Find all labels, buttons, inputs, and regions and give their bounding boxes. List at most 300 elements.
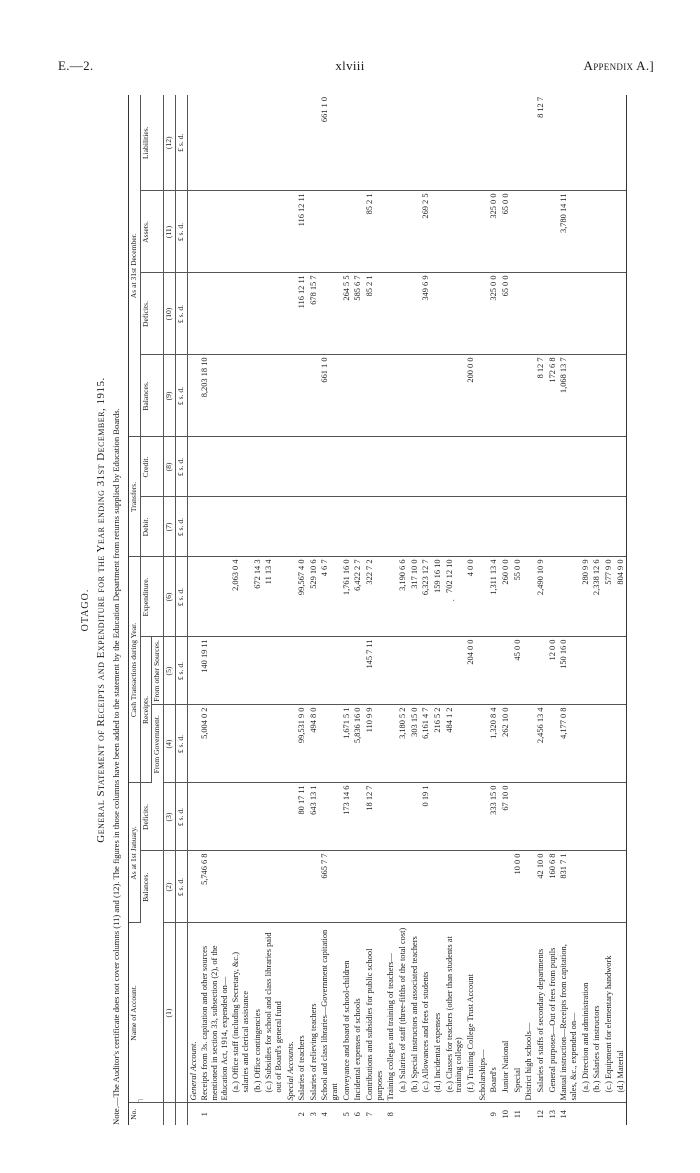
lsd-3: £ s. d. xyxy=(175,783,187,851)
amount-cell-c12 xyxy=(558,95,579,191)
amount-cell-c8 xyxy=(477,437,489,497)
amount-cell-c8 xyxy=(252,437,264,497)
amount-cell-c9 xyxy=(432,355,444,437)
amount-cell-c10 xyxy=(477,273,489,355)
amount-cell-c5 xyxy=(523,637,535,705)
amount-cell-c2 xyxy=(580,851,592,923)
account-name: General Account. xyxy=(187,923,199,1103)
amount-cell-c8 xyxy=(308,437,320,497)
account-name: (b.) Special instructors and associated teachers xyxy=(409,923,421,1103)
amount-cell-c2 xyxy=(364,851,385,923)
amount-cell-c2 xyxy=(444,851,465,923)
amount-cell-c3: 67 10 0 xyxy=(500,783,512,851)
amount-cell-c8 xyxy=(535,437,547,497)
amount-cell-c4: 216 5 2 xyxy=(432,705,444,783)
amount-cell-c7 xyxy=(477,497,489,557)
amount-cell-c9 xyxy=(187,355,199,437)
amount-cell-c5 xyxy=(252,637,264,705)
amount-cell-c2 xyxy=(352,851,364,923)
group-receipts: Receipts. xyxy=(140,637,152,783)
amount-cell-c8 xyxy=(263,437,284,497)
amount-cell-c2 xyxy=(477,851,489,923)
amount-cell-c11 xyxy=(263,191,284,273)
amount-cell-c10: 585 6 7 xyxy=(352,273,364,355)
table-row xyxy=(444,95,465,1125)
amount-cell-c2: 5,746 6 8 xyxy=(199,851,230,923)
row-number: 2 xyxy=(297,1112,307,1117)
account-name: Salaries of teachers xyxy=(296,923,308,1103)
account-name: Special Accounts. xyxy=(285,923,297,1103)
amount-cell-c11 xyxy=(199,191,230,273)
amount-cell-c10: 678 15 7 xyxy=(308,273,320,355)
amount-cell-c11 xyxy=(352,191,364,273)
row-number: 13 xyxy=(547,1110,557,1119)
row-number xyxy=(230,1103,251,1125)
account-name: (d.) Incidental expenses xyxy=(432,923,444,1103)
amount-cell-c3 xyxy=(409,783,421,851)
amount-cell-c10 xyxy=(535,273,547,355)
amount-cell-c4: 262 10 0 xyxy=(500,705,512,783)
amount-cell-c5 xyxy=(341,637,353,705)
amount-cell-c5 xyxy=(352,637,364,705)
amount-cell-c7 xyxy=(199,497,230,557)
amount-cell-c3 xyxy=(444,783,465,851)
amount-cell-c11: 269 2 5 xyxy=(420,191,432,273)
row-number xyxy=(432,1103,444,1125)
amount-cell-c10: 349 6 9 xyxy=(420,273,432,355)
col-from-other: From other Sources. xyxy=(152,637,164,705)
row-number xyxy=(477,1103,489,1125)
lsd-7: £ s. d. xyxy=(175,497,187,557)
amount-cell-c12 xyxy=(432,95,444,191)
colnum-5: (5) xyxy=(164,637,176,705)
amount-cell-c5 xyxy=(500,637,512,705)
amount-cell-c6: 702 12 10 xyxy=(444,557,465,637)
amount-cell-c4 xyxy=(465,705,477,783)
amount-cell-c11 xyxy=(432,191,444,273)
row-number: 14 xyxy=(559,1110,569,1119)
amount-cell-c7 xyxy=(308,497,320,557)
row-number xyxy=(397,1103,409,1125)
amount-cell-c6 xyxy=(187,557,199,637)
account-name: Training colleges and training of teachers— xyxy=(385,923,397,1103)
amount-cell-c6: 159 16 10 xyxy=(432,557,444,637)
amount-cell-c12 xyxy=(615,95,627,191)
amount-cell-c9: 1,068 13 7 xyxy=(558,355,579,437)
amount-cell-c12 xyxy=(477,95,489,191)
amount-cell-c8 xyxy=(285,437,297,497)
amount-cell-c8 xyxy=(603,437,615,497)
row-number xyxy=(409,1103,421,1125)
amount-cell-c8 xyxy=(420,437,432,497)
amount-cell-c8 xyxy=(187,437,199,497)
amount-cell-c12 xyxy=(252,95,264,191)
amount-cell-c3 xyxy=(252,783,264,851)
amount-cell-c10 xyxy=(385,273,397,355)
amount-cell-c5 xyxy=(263,637,284,705)
amount-cell-c10: 264 5 5 xyxy=(341,273,353,355)
amount-cell-c11: 325 0 0 xyxy=(488,191,500,273)
amount-cell-c11: 3,780 14 11 xyxy=(558,191,579,273)
amount-cell-c11 xyxy=(319,191,340,273)
account-name: (c.) Equipment for elementary handwork xyxy=(603,923,615,1103)
amount-cell-c4 xyxy=(230,705,251,783)
amount-cell-c4 xyxy=(512,705,524,783)
table-row xyxy=(500,95,512,1125)
amount-cell-c4 xyxy=(252,705,264,783)
amount-cell-c2 xyxy=(523,851,535,923)
amount-cell-c3: 333 15 0 xyxy=(488,783,500,851)
amount-cell-c10 xyxy=(319,273,340,355)
col-expenditure: Expenditure. xyxy=(140,557,163,637)
amount-cell-c8 xyxy=(409,437,421,497)
amount-cell-c7 xyxy=(409,497,421,557)
lsd-11: £ s. d. xyxy=(175,191,187,273)
table-row xyxy=(187,95,199,1125)
account-name: Junior National xyxy=(500,923,512,1103)
table-row xyxy=(409,95,421,1125)
amount-cell-c7 xyxy=(547,497,559,557)
amount-cell-c6: 1,311 13 4 xyxy=(488,557,500,637)
amount-cell-c7 xyxy=(488,497,500,557)
amount-cell-c2 xyxy=(500,851,512,923)
amount-cell-c7 xyxy=(319,497,340,557)
row-number: 8 xyxy=(386,1112,396,1117)
amount-cell-c9 xyxy=(523,355,535,437)
amount-cell-c9 xyxy=(477,355,489,437)
amount-cell-c5: 204 0 0 xyxy=(465,637,477,705)
group-transfers: Transfers. xyxy=(129,437,141,557)
amount-cell-c3 xyxy=(523,783,535,851)
amount-cell-c4: 110 9 9 xyxy=(364,705,385,783)
amount-cell-c6: 1,761 16 0 xyxy=(341,557,353,637)
account-name: District high schools— xyxy=(523,923,535,1103)
amount-cell-c8 xyxy=(615,437,627,497)
amount-cell-c2 xyxy=(420,851,432,923)
lsd-2: £ s. d. xyxy=(175,851,187,923)
amount-cell-c10 xyxy=(432,273,444,355)
amount-cell-c6: 6,422 2 7 xyxy=(352,557,364,637)
amount-cell-c6: 2,490 10 9 xyxy=(535,557,547,637)
amount-cell-c2 xyxy=(591,851,603,923)
amount-cell-c9 xyxy=(444,355,465,437)
row-number xyxy=(523,1103,535,1125)
amount-cell-c3 xyxy=(230,783,251,851)
amount-cell-c5 xyxy=(187,637,199,705)
table-row xyxy=(352,95,364,1125)
row-number xyxy=(187,1103,199,1125)
amount-cell-c2 xyxy=(285,851,297,923)
amount-cell-c9 xyxy=(603,355,615,437)
amount-cell-c9 xyxy=(591,355,603,437)
amount-cell-c4: 5,004 0 2 xyxy=(199,705,230,783)
row-number xyxy=(444,1103,465,1125)
amount-cell-c7 xyxy=(352,497,364,557)
amount-cell-c9 xyxy=(341,355,353,437)
row-number xyxy=(615,1103,627,1125)
amount-cell-c7 xyxy=(615,497,627,557)
table-row xyxy=(364,95,385,1125)
amount-cell-c9 xyxy=(230,355,251,437)
amount-cell-c2 xyxy=(263,851,284,923)
amount-cell-c11 xyxy=(444,191,465,273)
margin-mark: · xyxy=(452,596,456,607)
row-number: 12 xyxy=(535,1110,545,1119)
amount-cell-c12 xyxy=(409,95,421,191)
account-name: Scholarships— xyxy=(477,923,489,1103)
amount-cell-c10 xyxy=(397,273,409,355)
amount-cell-c12 xyxy=(397,95,409,191)
amount-cell-c8 xyxy=(444,437,465,497)
table-row xyxy=(285,95,297,1125)
amount-cell-c11 xyxy=(397,191,409,273)
table-row xyxy=(465,95,477,1125)
table-row xyxy=(477,95,489,1125)
amount-cell-c7 xyxy=(591,497,603,557)
statement-table xyxy=(128,95,627,1125)
account-name: Salaries of staffs of secondary departments xyxy=(535,923,547,1103)
account-name: Receipts from 3s. capitation and other sources mentioned in section 33, subsection (2), of the Education Act, 1914, expended on— xyxy=(199,923,230,1103)
amount-cell-c10 xyxy=(285,273,297,355)
amount-cell-c12: 661 1 0 xyxy=(319,95,340,191)
amount-cell-c6: 2,338 12 6 xyxy=(591,557,603,637)
col-balances-dec: Balances. xyxy=(140,355,163,437)
amount-cell-c3 xyxy=(352,783,364,851)
region-title: OTAGO. xyxy=(80,588,91,632)
amount-cell-c2 xyxy=(488,851,500,923)
account-name: (c.) Allowances and fees of students xyxy=(420,923,432,1103)
amount-cell-c2 xyxy=(397,851,409,923)
table-row xyxy=(263,95,284,1125)
table-row xyxy=(547,95,559,1125)
colnum-10: (10) xyxy=(164,273,176,355)
account-name: (a.) Salaries of staff (three-fifths of the total cost) xyxy=(397,923,409,1103)
amount-cell-c9 xyxy=(615,355,627,437)
amount-cell-c12 xyxy=(603,95,615,191)
amount-cell-c11 xyxy=(465,191,477,273)
amount-cell-c10 xyxy=(603,273,615,355)
amount-cell-c12 xyxy=(187,95,199,191)
amount-cell-c4 xyxy=(591,705,603,783)
table-row xyxy=(319,95,340,1125)
amount-cell-c2: 160 6 8 xyxy=(547,851,559,923)
amount-cell-c5 xyxy=(319,637,340,705)
amount-cell-c5: 45 0 0 xyxy=(512,637,524,705)
amount-cell-c6 xyxy=(285,557,297,637)
amount-cell-c5 xyxy=(420,637,432,705)
amount-cell-c11: 116 12 11 xyxy=(296,191,308,273)
table-row xyxy=(397,95,409,1125)
rotated-statement-sheet xyxy=(80,95,660,1125)
row-number xyxy=(603,1103,615,1125)
amount-cell-c7 xyxy=(465,497,477,557)
amount-cell-c9: 8,203 18 10 xyxy=(199,355,230,437)
table-row xyxy=(230,95,251,1125)
account-name: Incidental expenses of schools xyxy=(352,923,364,1103)
amount-cell-c5 xyxy=(603,637,615,705)
amount-cell-c4: 484 1 2 xyxy=(444,705,465,783)
amount-cell-c10 xyxy=(465,273,477,355)
statement-title: General Statement of Receipts and Expenditure for the Year ending 31st December, 1915. xyxy=(95,377,107,843)
amount-cell-c10 xyxy=(615,273,627,355)
page-ref-left: E.—2. xyxy=(58,58,94,73)
amount-cell-c5 xyxy=(385,637,397,705)
amount-cell-c8 xyxy=(512,437,524,497)
amount-cell-c10 xyxy=(444,273,465,355)
amount-cell-c8 xyxy=(547,437,559,497)
amount-cell-c10 xyxy=(263,273,284,355)
col-liabilities: Liabilities. xyxy=(140,95,163,191)
lsd-8: £ s. d. xyxy=(175,437,187,497)
amount-cell-c9 xyxy=(420,355,432,437)
amount-cell-c11: 65 0 0 xyxy=(500,191,512,273)
amount-cell-c9 xyxy=(285,355,297,437)
amount-cell-c11 xyxy=(615,191,627,273)
amount-cell-c11 xyxy=(580,191,592,273)
amount-cell-c3 xyxy=(580,783,592,851)
amount-cell-c12 xyxy=(444,95,465,191)
amount-cell-c8 xyxy=(352,437,364,497)
amount-cell-c8 xyxy=(319,437,340,497)
col-balances: Balances. xyxy=(140,851,163,923)
amount-cell-c7 xyxy=(500,497,512,557)
amount-cell-c7 xyxy=(252,497,264,557)
table-row xyxy=(341,95,353,1125)
amount-cell-c11 xyxy=(308,191,320,273)
amount-cell-c5 xyxy=(535,637,547,705)
amount-cell-c7 xyxy=(512,497,524,557)
table-row xyxy=(523,95,535,1125)
amount-cell-c4: 99,531 9 0 xyxy=(296,705,308,783)
amount-cell-c12 xyxy=(500,95,512,191)
amount-cell-c2 xyxy=(230,851,251,923)
amount-cell-c11 xyxy=(547,191,559,273)
amount-cell-c9 xyxy=(500,355,512,437)
amount-cell-c3 xyxy=(199,783,230,851)
amount-cell-c4 xyxy=(603,705,615,783)
amount-cell-c7 xyxy=(444,497,465,557)
amount-cell-c6 xyxy=(477,557,489,637)
amount-cell-c7 xyxy=(535,497,547,557)
amount-cell-c10 xyxy=(409,273,421,355)
amount-cell-c5 xyxy=(397,637,409,705)
row-number xyxy=(591,1103,603,1125)
amount-cell-c4: 3,180 5 2 xyxy=(397,705,409,783)
row-number: 7 xyxy=(365,1112,375,1117)
amount-cell-c12 xyxy=(465,95,477,191)
amount-cell-c8 xyxy=(591,437,603,497)
amount-cell-c11: 85 2 1 xyxy=(364,191,385,273)
amount-cell-c9: 661 1 0 xyxy=(319,355,340,437)
amount-cell-c12: 8 12 7 xyxy=(535,95,547,191)
amount-cell-c8 xyxy=(500,437,512,497)
colnum-9: (9) xyxy=(164,355,176,437)
amount-cell-c5 xyxy=(296,637,308,705)
amount-cell-c9: 172 6 8 xyxy=(547,355,559,437)
account-name: (b.) Salaries of instructors xyxy=(591,923,603,1103)
account-name: (c.) Subsidies for school and class libraries paid out of Board's general fund xyxy=(263,923,284,1103)
account-name: (a.) Direction and administration xyxy=(580,923,592,1103)
amount-cell-c9 xyxy=(364,355,385,437)
amount-cell-c6: 99,567 4 0 xyxy=(296,557,308,637)
amount-cell-c8 xyxy=(385,437,397,497)
amount-cell-c11 xyxy=(591,191,603,273)
amount-cell-c4: 303 15 0 xyxy=(409,705,421,783)
amount-cell-c3: 0 19 1 xyxy=(420,783,432,851)
amount-cell-c4 xyxy=(547,705,559,783)
table-row xyxy=(558,95,579,1125)
amount-cell-c10: 65 0 0 xyxy=(500,273,512,355)
account-name: Conveyance and board of school-children xyxy=(341,923,353,1103)
colnum-8: (8) xyxy=(164,437,176,497)
amount-cell-c12 xyxy=(199,95,230,191)
colnum-6: (6) xyxy=(164,557,176,637)
col-deficits: Deficits. xyxy=(140,783,163,851)
amount-cell-c12 xyxy=(580,95,592,191)
amount-cell-c10 xyxy=(230,273,251,355)
amount-cell-c2: 831 7 1 xyxy=(558,851,579,923)
amount-cell-c11 xyxy=(341,191,353,273)
amount-cell-c7 xyxy=(296,497,308,557)
colnum-4: (4) xyxy=(164,705,176,783)
amount-cell-c6: 11 13 4 xyxy=(263,557,284,637)
row-number xyxy=(285,1103,297,1125)
amount-cell-c7 xyxy=(432,497,444,557)
amount-cell-c12 xyxy=(547,95,559,191)
amount-cell-c10: 325 0 0 xyxy=(488,273,500,355)
colnum-11: (11) xyxy=(164,191,176,273)
amount-cell-c10 xyxy=(523,273,535,355)
amount-cell-c2: 10 0 0 xyxy=(512,851,524,923)
amount-cell-c3 xyxy=(591,783,603,851)
account-name: Contributions and subsidies for public school purposes xyxy=(364,923,385,1103)
amount-cell-c12 xyxy=(352,95,364,191)
amount-cell-c12 xyxy=(364,95,385,191)
amount-cell-c3 xyxy=(535,783,547,851)
col-debit: Debit. xyxy=(140,497,163,557)
amount-cell-c10 xyxy=(547,273,559,355)
amount-cell-c6: 280 9 9 xyxy=(580,557,592,637)
amount-cell-c4 xyxy=(385,705,397,783)
amount-cell-c12 xyxy=(263,95,284,191)
amount-cell-c11 xyxy=(230,191,251,273)
account-name: (f.) Training College Trust Account xyxy=(465,923,477,1103)
amount-cell-c12 xyxy=(488,95,500,191)
amount-cell-c6: 3,190 6 6 xyxy=(397,557,409,637)
appendix-label: Appendix A.] xyxy=(583,58,654,73)
col-assets: Assets. xyxy=(140,191,163,273)
row-number xyxy=(465,1103,477,1125)
amount-cell-c4 xyxy=(477,705,489,783)
row-number xyxy=(580,1103,592,1125)
table-row xyxy=(615,95,627,1125)
amount-cell-c4 xyxy=(285,705,297,783)
amount-cell-c6: 260 0 0 xyxy=(500,557,512,637)
table-row xyxy=(420,95,432,1125)
account-name: (d.) Material xyxy=(615,923,627,1103)
amount-cell-c5 xyxy=(615,637,627,705)
amount-cell-c3 xyxy=(285,783,297,851)
table-row xyxy=(308,95,320,1125)
lsd-10: £ s. d. xyxy=(175,273,187,355)
row-number: 11 xyxy=(512,1110,522,1119)
amount-cell-c4 xyxy=(615,705,627,783)
table-row xyxy=(296,95,308,1125)
amount-cell-c5 xyxy=(230,637,251,705)
amount-cell-c9 xyxy=(580,355,592,437)
amount-cell-c8 xyxy=(230,437,251,497)
amount-cell-c11 xyxy=(285,191,297,273)
